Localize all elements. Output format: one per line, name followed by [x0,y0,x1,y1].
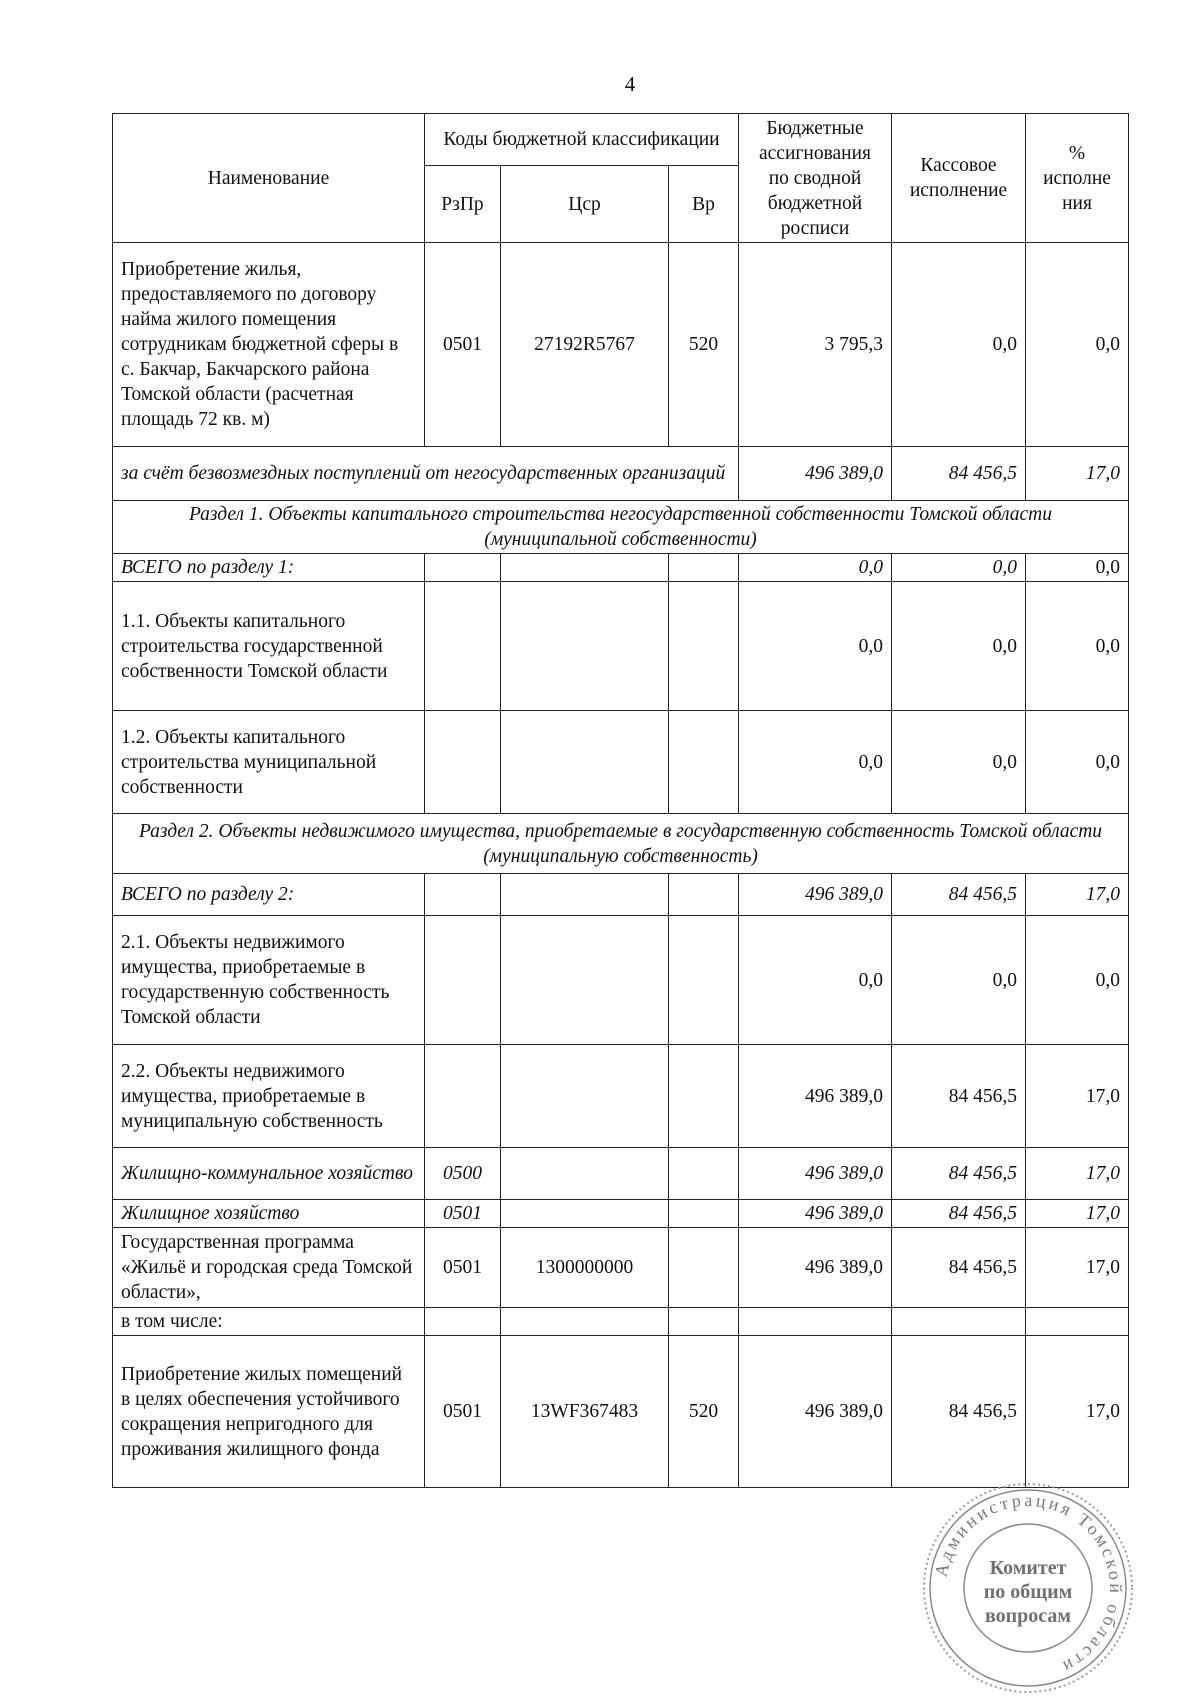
row-pct: 0,0 [1026,243,1129,447]
row-cash: 84 456,5 [892,1336,1026,1488]
row-cash: 0,0 [892,916,1026,1045]
row-alloc: 0,0 [739,554,892,582]
header-codes: Коды бюджетной классификации [425,114,739,166]
row-name: Жилищное хозяйство [113,1200,425,1228]
stamp-line-3: вопросам [984,1605,1072,1627]
row-pct: 0,0 [1026,554,1129,582]
row-cash: 84 456,5 [892,1045,1026,1148]
row-pct: 17,0 [1026,1148,1129,1200]
stamp-ring-text: Администрация Томской области [930,1489,1127,1679]
table-row [113,1045,1129,1148]
stamp-line-2: по общим [983,1581,1073,1603]
row-rzpr: 0501 [425,243,501,447]
row-name: 2.1. Объекты недвижимого имущества, приобретаемые в государственную собственность Томской области [113,916,425,1045]
header-percent: % исполне ния [1026,114,1129,243]
row-pct: 17,0 [1026,874,1129,916]
section-row [113,814,1129,874]
table-row [113,1336,1129,1488]
row-cash: 84 456,5 [892,1148,1026,1200]
row-csr: 27192R5767 [501,243,669,447]
row-name: ВСЕГО по разделу 1: [113,554,425,582]
row-name: Жилищно-коммунальное хозяйство [113,1148,425,1200]
row-pct: 17,0 [1026,447,1129,501]
table-row [113,1148,1129,1200]
official-stamp [918,1478,1138,1698]
row-rzpr: 0500 [425,1148,501,1200]
section-title: Раздел 2. Объекты недвижимого имущества, приобретаемые в государственную собственность Томской области (муниципальную собственность) [113,814,1129,874]
row-cash: 84 456,5 [892,1200,1026,1228]
row-name: Приобретение жилья, предоставляемого по договору найма жилого помещения сотрудникам бюджетной сферы в с. Бакчар, Бакчарского района Томской области (расчетная площадь 72 кв. м) [113,243,425,447]
stamp-line-1: Комитет [989,1557,1067,1579]
budget-table [112,113,1129,1488]
row-cash: 0,0 [892,582,1026,711]
row-vr: 520 [669,243,739,447]
row-csr: 13WF367483 [501,1336,669,1488]
table-row [113,554,1129,582]
row-alloc: 496 389,0 [739,1336,892,1488]
row-alloc: 3 795,3 [739,243,892,447]
row-csr: 1300000000 [501,1228,669,1308]
row-cash: 84 456,5 [892,1228,1026,1308]
row-pct: 17,0 [1026,1200,1129,1228]
table-row [113,447,1129,501]
table-row [113,582,1129,711]
table-row [113,711,1129,814]
header-allocations: Бюджетные ассигнования по сводной бюджетной росписи [739,114,892,243]
header-csr: Цср [501,166,669,243]
row-name: 2.2. Объекты недвижимого имущества, приобретаемые в муниципальную собственность [113,1045,425,1148]
row-pct: 17,0 [1026,1336,1129,1488]
header-rzpr: РзПр [425,166,501,243]
row-pct: 0,0 [1026,711,1129,814]
row-cash: 0,0 [892,711,1026,814]
row-alloc: 0,0 [739,916,892,1045]
row-rzpr: 0501 [425,1228,501,1308]
row-alloc: 496 389,0 [739,1200,892,1228]
row-alloc: 496 389,0 [739,874,892,916]
row-name: за счёт безвозмездных поступлений от негосударственных организаций [113,447,739,501]
row-name: 1.2. Объекты капитального строительства муниципальной собственности [113,711,425,814]
table-row [113,916,1129,1045]
row-vr: 520 [669,1336,739,1488]
row-name: Государственная программа «Жильё и городская среда Томской области», [113,1228,425,1308]
table-row [113,1200,1129,1228]
row-alloc: 496 389,0 [739,1148,892,1200]
row-rzpr: 0501 [425,1336,501,1488]
row-pct: 0,0 [1026,582,1129,711]
row-pct: 0,0 [1026,916,1129,1045]
header-cash: Кассовое исполнение [892,114,1026,243]
row-alloc: 0,0 [739,711,892,814]
table-row [113,1308,1129,1336]
table-row [113,874,1129,916]
row-alloc: 496 389,0 [739,1045,892,1148]
row-cash: 0,0 [892,554,1026,582]
header-name: Наименование [113,114,425,243]
table-row [113,243,1129,447]
row-pct: 17,0 [1026,1045,1129,1148]
row-name: 1.1. Объекты капитального строительства государственной собственности Томской области [113,582,425,711]
table-row [113,1228,1129,1308]
row-name: Приобретение жилых помещений в целях обеспечения устойчивого сокращения непригодного для проживания жилищного фонда [113,1336,425,1488]
section-row [113,501,1129,554]
row-alloc: 496 389,0 [739,447,892,501]
row-cash: 84 456,5 [892,447,1026,501]
row-pct: 17,0 [1026,1228,1129,1308]
page-number: 4 [624,72,636,96]
row-name: в том числе: [113,1308,425,1336]
section-title: Раздел 1. Объекты капитального строительства негосударственной собственности Томской области (муниципальной собственности) [113,501,1129,554]
row-cash: 0,0 [892,243,1026,447]
row-name: ВСЕГО по разделу 2: [113,874,425,916]
row-alloc: 0,0 [739,582,892,711]
header-vr: Вр [669,166,739,243]
row-alloc: 496 389,0 [739,1228,892,1308]
row-rzpr: 0501 [425,1200,501,1228]
row-cash: 84 456,5 [892,874,1026,916]
